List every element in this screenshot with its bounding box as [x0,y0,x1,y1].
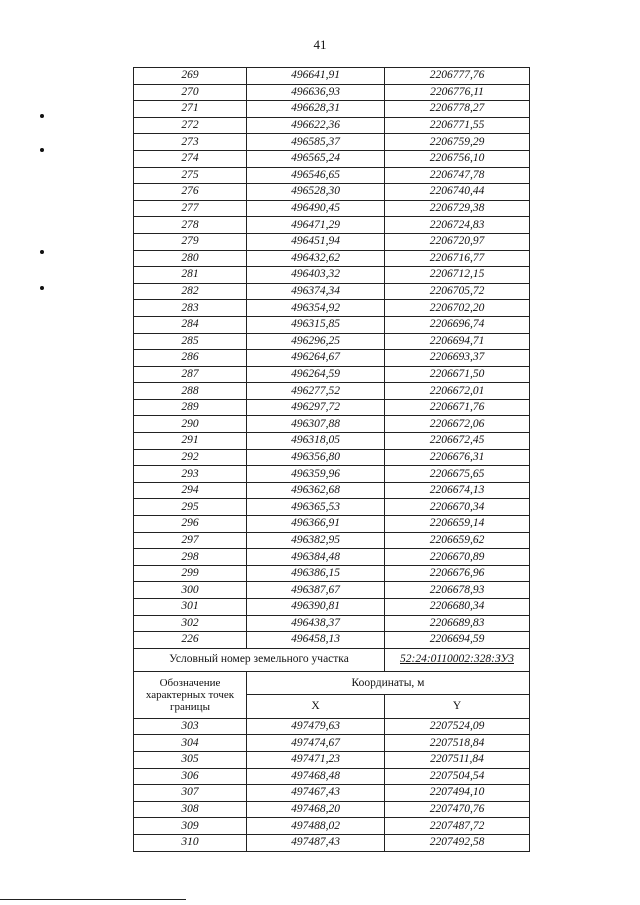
point-number-cell: 279 [134,233,247,250]
point-number-cell: 291 [134,433,247,450]
table-row [134,283,530,300]
point-number-cell: 274 [134,150,247,167]
point-number-cell: 296 [134,516,247,533]
x-coordinate-cell: 497487,43 [247,834,385,851]
table-row [134,101,530,118]
x-coordinate-cell: 496359,96 [247,466,385,483]
x-coordinate-cell: 497467,43 [247,785,385,802]
table-row [134,217,530,234]
x-coordinate-cell: 496382,95 [247,532,385,549]
point-number-cell: 275 [134,167,247,184]
table-row [134,416,530,433]
point-number-cell: 297 [134,532,247,549]
point-number-cell: 288 [134,383,247,400]
point-number-cell: 309 [134,818,247,835]
y-coordinate-cell: 2206729,38 [385,200,530,217]
x-coordinate-cell: 496528,30 [247,184,385,201]
table-row [134,300,530,317]
point-number-cell: 295 [134,499,247,516]
x-coordinate-cell: 496565,24 [247,150,385,167]
table-row [134,167,530,184]
x-coordinate-cell: 496356,80 [247,449,385,466]
cadastral-label: Условный номер земельного участка [134,648,385,671]
y-coordinate-cell: 2207518,84 [385,735,530,752]
table-row [134,333,530,350]
point-label-header: Обозначение характерных точек границы [134,671,247,718]
page-number: 41 [313,37,327,52]
table-row [134,818,530,835]
table-row [134,184,530,201]
coordinates-header: Координаты, м [247,671,530,695]
y-coordinate-cell: 2206689,83 [385,615,530,632]
point-number-cell: 281 [134,267,247,284]
x-coordinate-cell: 496451,94 [247,233,385,250]
x-coordinate-cell: 496296,25 [247,333,385,350]
table-section-header [134,648,530,718]
table-row [134,399,530,416]
table-row [134,316,530,333]
x-coordinate-cell: 496386,15 [247,565,385,582]
table-row [134,768,530,785]
x-coordinate-cell: 497474,67 [247,735,385,752]
x-coordinate-cell: 496471,29 [247,217,385,234]
table-row [134,117,530,134]
table-row [134,632,530,649]
table-row [134,150,530,167]
y-coordinate-cell: 2206672,45 [385,433,530,450]
point-number-cell: 302 [134,615,247,632]
point-number-cell: 307 [134,785,247,802]
y-coordinate-cell: 2206705,72 [385,283,530,300]
table-row [134,233,530,250]
x-coordinate-cell: 496365,53 [247,499,385,516]
point-number-cell: 306 [134,768,247,785]
x-coordinate-cell: 497488,02 [247,818,385,835]
table-row [134,615,530,632]
point-number-cell: 299 [134,565,247,582]
table-row [134,366,530,383]
table-row [134,68,530,85]
x-coordinate-cell: 496458,13 [247,632,385,649]
point-number-cell: 290 [134,416,247,433]
point-number-cell: 272 [134,117,247,134]
point-number-cell: 271 [134,101,247,118]
table-row [134,267,530,284]
point-number-cell: 308 [134,801,247,818]
y-coordinate-cell: 2206716,77 [385,250,530,267]
point-number-cell: 303 [134,718,247,735]
x-coordinate-cell: 497468,20 [247,801,385,818]
point-number-cell: 294 [134,482,247,499]
table-row [134,383,530,400]
x-coordinate-cell: 496438,37 [247,615,385,632]
y-coordinate-cell: 2207492,58 [385,834,530,851]
y-coordinate-cell: 2206747,78 [385,167,530,184]
y-coordinate-cell: 2206740,44 [385,184,530,201]
table-row [134,466,530,483]
x-coordinate-cell: 496264,59 [247,366,385,383]
point-number-cell: 283 [134,300,247,317]
y-coordinate-cell: 2206778,27 [385,101,530,118]
y-coordinate-cell: 2206670,89 [385,549,530,566]
table-row [134,834,530,851]
x-coordinate-cell: 496277,52 [247,383,385,400]
point-number-cell: 301 [134,599,247,616]
y-coordinate-cell: 2206777,76 [385,68,530,85]
point-number-cell: 286 [134,350,247,367]
y-coordinate-cell: 2206674,13 [385,482,530,499]
y-coordinate-cell: 2207504,54 [385,768,530,785]
cadastral-row [134,648,530,671]
x-coordinate-cell: 496315,85 [247,316,385,333]
margin-dot [40,114,44,118]
point-number-cell: 269 [134,68,247,85]
point-number-cell: 289 [134,399,247,416]
point-number-cell: 284 [134,316,247,333]
point-number-cell: 282 [134,283,247,300]
point-number-cell: 305 [134,751,247,768]
point-number-cell: 276 [134,184,247,201]
y-coordinate-cell: 2206680,34 [385,599,530,616]
y-coordinate-cell: 2206776,11 [385,84,530,101]
point-number-cell: 310 [134,834,247,851]
point-number-cell: 278 [134,217,247,234]
y-coordinate-cell: 2206694,59 [385,632,530,649]
y-coordinate-cell: 2207494,10 [385,785,530,802]
x-coordinate-cell: 496354,92 [247,300,385,317]
x-coordinate-cell: 496622,36 [247,117,385,134]
x-coordinate-cell: 496374,34 [247,283,385,300]
y-coordinate-cell: 2206771,55 [385,117,530,134]
cadastral-number: 52:24:0110002:328:ЗУ3 [385,648,530,671]
x-coordinate-cell: 496432,62 [247,250,385,267]
y-coordinate-cell: 2206756,10 [385,150,530,167]
point-number-cell: 285 [134,333,247,350]
y-coordinate-cell: 2206702,20 [385,300,530,317]
y-coordinate-cell: 2207470,76 [385,801,530,818]
x-coordinate-cell: 496318,05 [247,433,385,450]
y-coordinate-cell: 2206672,06 [385,416,530,433]
y-coordinate-cell: 2206696,74 [385,316,530,333]
x-coordinate-cell: 496366,91 [247,516,385,533]
point-number-cell: 287 [134,366,247,383]
table-row [134,565,530,582]
point-number-cell: 270 [134,84,247,101]
table-section-b [134,718,530,851]
x-coordinate-cell: 496628,31 [247,101,385,118]
table-row [134,84,530,101]
x-coordinate-cell: 496264,67 [247,350,385,367]
x-coordinate-cell: 496384,48 [247,549,385,566]
table-row [134,499,530,516]
table-row [134,582,530,599]
y-coordinate-cell: 2206671,50 [385,366,530,383]
x-coordinate-cell: 496490,45 [247,200,385,217]
table-row [134,718,530,735]
point-number-cell: 226 [134,632,247,649]
point-number-cell: 300 [134,582,247,599]
table-row [134,134,530,151]
point-number-cell: 273 [134,134,247,151]
y-coordinate-cell: 2207511,84 [385,751,530,768]
table-row [134,801,530,818]
x-coordinate-cell: 496403,32 [247,267,385,284]
table-row [134,549,530,566]
table-row [134,599,530,616]
table-row [134,350,530,367]
y-coordinate-cell: 2206659,62 [385,532,530,549]
margin-dot [40,286,44,290]
table-row [134,785,530,802]
x-header: X [247,695,385,719]
footnote-separator [0,899,186,900]
y-coordinate-cell: 2206659,14 [385,516,530,533]
x-coordinate-cell: 496636,93 [247,84,385,101]
y-coordinate-cell: 2207487,72 [385,818,530,835]
x-coordinate-cell: 496641,91 [247,68,385,85]
y-coordinate-cell: 2207524,09 [385,718,530,735]
x-coordinate-cell: 497471,23 [247,751,385,768]
y-coordinate-cell: 2206675,65 [385,466,530,483]
x-coordinate-cell: 496546,65 [247,167,385,184]
table-row [134,532,530,549]
table-row [134,735,530,752]
table-row [134,433,530,450]
y-coordinate-cell: 2206672,01 [385,383,530,400]
table-row [134,449,530,466]
x-coordinate-cell: 496585,37 [247,134,385,151]
y-coordinate-cell: 2206671,76 [385,399,530,416]
y-coordinate-cell: 2206678,93 [385,582,530,599]
margin-dot [40,250,44,254]
y-coordinate-cell: 2206712,15 [385,267,530,284]
header-row [134,671,530,695]
coordinates-table [133,67,530,852]
x-coordinate-cell: 497479,63 [247,718,385,735]
table-row [134,200,530,217]
table-section-a [134,68,530,649]
point-number-cell: 298 [134,549,247,566]
point-number-cell: 277 [134,200,247,217]
margin-dot [40,148,44,152]
table-row [134,482,530,499]
point-number-cell: 304 [134,735,247,752]
point-number-cell: 292 [134,449,247,466]
y-header: Y [385,695,530,719]
point-number-cell: 280 [134,250,247,267]
y-coordinate-cell: 2206724,83 [385,217,530,234]
x-coordinate-cell: 496297,72 [247,399,385,416]
point-number-cell: 293 [134,466,247,483]
table-row [134,751,530,768]
table-row [134,250,530,267]
y-coordinate-cell: 2206759,29 [385,134,530,151]
y-coordinate-cell: 2206693,37 [385,350,530,367]
table-row [134,516,530,533]
y-coordinate-cell: 2206676,31 [385,449,530,466]
x-coordinate-cell: 496307,88 [247,416,385,433]
y-coordinate-cell: 2206676,96 [385,565,530,582]
x-coordinate-cell: 496387,67 [247,582,385,599]
y-coordinate-cell: 2206670,34 [385,499,530,516]
x-coordinate-cell: 496390,81 [247,599,385,616]
y-coordinate-cell: 2206694,71 [385,333,530,350]
y-coordinate-cell: 2206720,97 [385,233,530,250]
x-coordinate-cell: 496362,68 [247,482,385,499]
x-coordinate-cell: 497468,48 [247,768,385,785]
